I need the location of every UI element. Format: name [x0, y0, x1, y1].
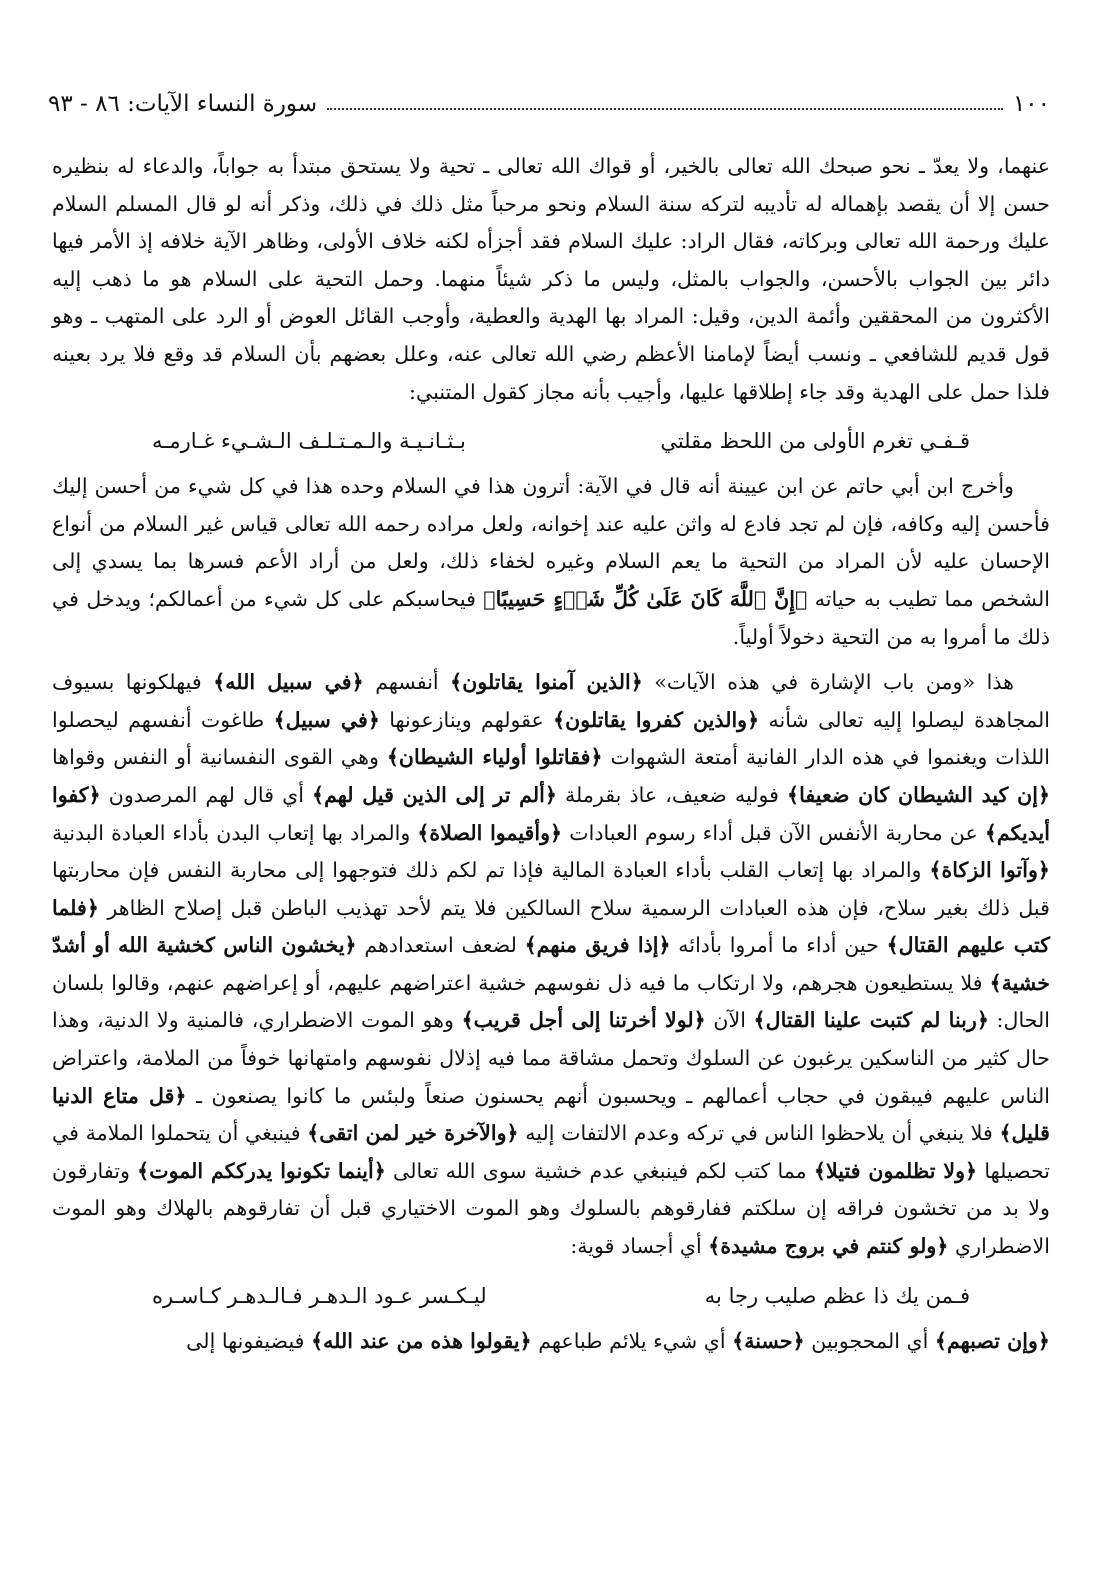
- quranic-quote: ﴿ولو كنتم في بروج مشيدة﴾: [708, 1234, 949, 1259]
- paragraph: ﴿وإن تصبهم﴾ أي المحجوبين ﴿حسنة﴾ أي شيء يلائم طباعهم ﴿يقولوا هذه من عند الله﴾ فيضيفونها إلى: [186, 1328, 1050, 1353]
- verse-second-hemistich: بـثـانـيـة والـمـتـلـف الـشـيء غـارمـه: [152, 429, 466, 454]
- quranic-quote: ﴿إذا فريق منهم﴾: [524, 933, 671, 958]
- quranic-quote: ﴿إِنَّ ٱللَّهَ كَانَ عَلَىٰ كُلِّ شَيۡءٍ حَسِيبًا﴾: [483, 586, 808, 611]
- verse-first-hemistich: قـفـي تغرم الأولى من اللحظ مقلتي: [660, 429, 970, 454]
- verse-second-hemistich: ليـكـسر عـود الـدهـر فـالـدهـر كـاسـره: [152, 1283, 487, 1308]
- quranic-quote: ﴿وإن تصبهم﴾: [934, 1328, 1050, 1353]
- paragraph: وأخرج ابن أبي حاتم عن ابن عيينة أنه قال في الآية: أترون هذا في السلام وحده هذا في كل شيء من أحسن إليك فأحسن إليه وكافه، فإن لم تجد فادع له واثن عليه عند إخوانه، ولعل مراده رحمه الله تعالى قياس غير السلام من أنواع الإحسان عليه لأن المراد من التحية ما يعم السلام وغيره لخفاء ذلك، ولعل من أراد الأعم فسرها بما يسدي إلى الشخص مما تطيب به حياته ﴿إِنَّ ٱللَّهَ كَانَ عَلَىٰ كُلِّ شَيۡءٍ حَسِيبًا﴾ فيحاسبكم على كل شيء من أعمالكم؛ ويدخل في ذلك ما أمروا به من التحية دخولاً أولياً.: [52, 474, 1050, 649]
- quranic-quote: ﴿ألم تر إلى الذين قيل لهم﴾: [312, 782, 557, 807]
- quranic-quote: ﴿فقاتلوا أولياء الشيطان﴾: [386, 745, 603, 770]
- paragraph-gap: [52, 656, 1050, 664]
- header-dotted-rule: [327, 108, 1003, 110]
- quranic-quote: ﴿ربنا لم كتبت علينا القتال﴾: [753, 1008, 989, 1033]
- quranic-quote: ﴿وأقيموا الصلاة﴾: [417, 820, 563, 845]
- page-number: ١٠٠: [1012, 91, 1050, 117]
- quranic-quote: ﴿إن كيد الشيطان كان ضعيفا﴾: [787, 782, 1051, 807]
- quranic-quote: ﴿الذين آمنوا يقاتلون﴾: [450, 670, 643, 695]
- paragraph: عنهما، ولا يعدّ ـ نحو صبحك الله تعالى بالخير، أو قواك الله تعالى ـ تحية ولا يستحق مبتدأ به جواباً، والدعاء له بنظيره حسن إلا أن يقصد بإهماله له تأديبه لتركه سنة السلام ونحو مرحباً مثل ذلك في ذلك، وذكر أنه لو قال المسلم السلام عليك ورحمة الله تعالى وبركاته، فقال الراد: عليك السلام فقد أجزأه لكنه خلاف الأولى، وظاهر الآية خلافه إذ الأمر فيها دائر بين الجواب بالأحسن، والجواب بالمثل، وليس ما ذكر شيئاً منهما. وحمل التحية على السلام هو ما ذهب إليه الأكثرون من المحققين وأئمة الدين، وقيل: المراد بها الهدية والعطية، وأوجب القائل العوض أو الرد على المتهب ـ وهو قول قديم للشافعي ـ ونسب أيضاً لإمامنا الأعظم رضي الله تعالى عنه، وعلل بعضهم بأن السلام قد وقع فلا يرد بعينه فلذا حمل على الهدية وقد جاء إطلاقها عليها، وأجيب بأنه مجاز كقول المتنبي:: [52, 154, 1050, 404]
- poetry-verse: [52, 421, 1050, 462]
- quranic-quote: ﴿يقولوا هذه من عند الله﴾: [311, 1328, 532, 1353]
- quranic-quote: ﴿فلما كتب عليهم القتال﴾: [52, 895, 1050, 958]
- quranic-quote: ﴿كفوا أيديكم﴾: [52, 782, 1050, 845]
- running-title: سورة النساء الآيات: ٨٦ - ٩٣: [48, 91, 318, 117]
- quranic-quote: ﴿في سبيل الله﴾: [213, 670, 364, 695]
- quranic-quote: ﴿ولا تظلمون فتيلا﴾: [813, 1158, 978, 1183]
- quranic-quote: ﴿أينما تكونوا يدرككم الموت﴾: [137, 1158, 386, 1183]
- verse-first-hemistich: فـمن يك ذا عظم صليب رجا به: [704, 1283, 970, 1308]
- quranic-quote: ﴿يخشون الناس كخشية الله أو أشدّ خشية﴾: [52, 933, 1050, 995]
- poetry-verse: [52, 1276, 1050, 1317]
- quranic-quote: ﴿لولا أخرتنا إلى أجل قريب﴾: [461, 1008, 706, 1033]
- quranic-quote: ﴿قل متاع الدنيا قليل﴾: [52, 1083, 1051, 1146]
- quranic-quote: ﴿والآخرة خير لمن اتقى﴾: [307, 1121, 519, 1146]
- quranic-quote: ﴿والذين كفروا يقاتلون﴾: [553, 707, 760, 732]
- page-body: [52, 148, 1050, 1360]
- quranic-quote: ﴿حسنة﴾: [732, 1328, 805, 1353]
- quranic-quote: ﴿في سبيل﴾: [273, 707, 380, 732]
- paragraph: هذا «ومن باب الإشارة في هذه الآيات» ﴿الذين آمنوا يقاتلون﴾ أنفسهم ﴿في سبيل الله﴾ فيهلكونها بسيوف المجاهدة ليصلوا إليه تعالى شأنه ﴿والذين كفروا يقاتلون﴾ عقولهم وينازعونها ﴿في سبيل﴾ طاغوت أنفسهم ليحصلوا اللذات ويغنموا في هذه الدار الفانية أمتعة الشهوات ﴿فقاتلوا أولياء الشيطان﴾ وهي القوى النفسانية أو النفس وقواها ﴿إن كيد الشيطان كان ضعيفا﴾ فوليه ضعيف، عاذ بقرملة ﴿ألم تر إلى الذين قيل لهم﴾ أي قال لهم المرصدون ﴿كفوا أيديكم﴾ عن محاربة الأنفس الآن قبل أداء رسوم العبادات ﴿وأقيموا الصلاة﴾ والمراد بها إتعاب البدن بأداء العبادة البدنية ﴿وآتوا الزكاة﴾ والمراد بها إتعاب القلب بأداء العبادة المالية فإذا تم لكم ذلك فتوجهوا إلى محاربة النفس فإن محاربتها قبل ذلك بغير سلاح، فإن هذه العبادات الرسمية سلاح السالكين فلا يتم لأحد تهذيب الباطن قبل إصلاح الظاهر ﴿فلما كتب عليهم القتال﴾ حين أداء ما أمروا بأدائه ﴿إذا فريق منهم﴾ لضعف استعدادهم ﴿يخشون الناس كخشية الله أو أشدّ خشية﴾ فلا يستطيعون هجرهم، ولا ارتكاب ما فيه ذل نفوسهم خشية اعتراضهم عليهم، أو إعراضهم عنهم، وقالوا بلسان الحال: ﴿ربنا لم كتبت علينا القتال﴾ الآن ﴿لولا أخرتنا إلى أجل قريب﴾ وهو الموت الاضطراري، فالمنية ولا الدنية، وهذا حال كثير من الناسكين يرغبون عن السلوك وتحمل مشاقة مما فيه إذلال نفوسهم وامتهانها خوفاً من الملامة، واعتراض الناس عليهم فيبقون في حجاب أعمالهم ـ ويحسبون أنهم يحسنون صنعاً ولبئس ما كانوا يصنعون ـ ﴿قل متاع الدنيا قليل﴾ فلا ينبغي أن يلاحظوا الناس في تركه وعدم الالتفات إليه ﴿والآخرة خير لمن اتقى﴾ فينبغي أن يتحملوا الملامة في تحصيلها ﴿ولا تظلمون فتيلا﴾ مما كتب لكم فينبغي عدم خشية سوى الله تعالى ﴿أينما تكونوا يدرككم الموت﴾ وتفارقون ولا بد من تخشون فراقه إن سلكتم ففارقوهم بالسلوك وهو الموت الاختياري قبل أن تفارقوهم بالهلاك وهو الموت الاضطراري ﴿ولو كنتم في بروج مشيدة﴾ أي أجساد قوية:: [52, 670, 1051, 1259]
- page-header: [48, 86, 1050, 122]
- quranic-quote: ﴿وآتوا الزكاة﴾: [929, 858, 1050, 883]
